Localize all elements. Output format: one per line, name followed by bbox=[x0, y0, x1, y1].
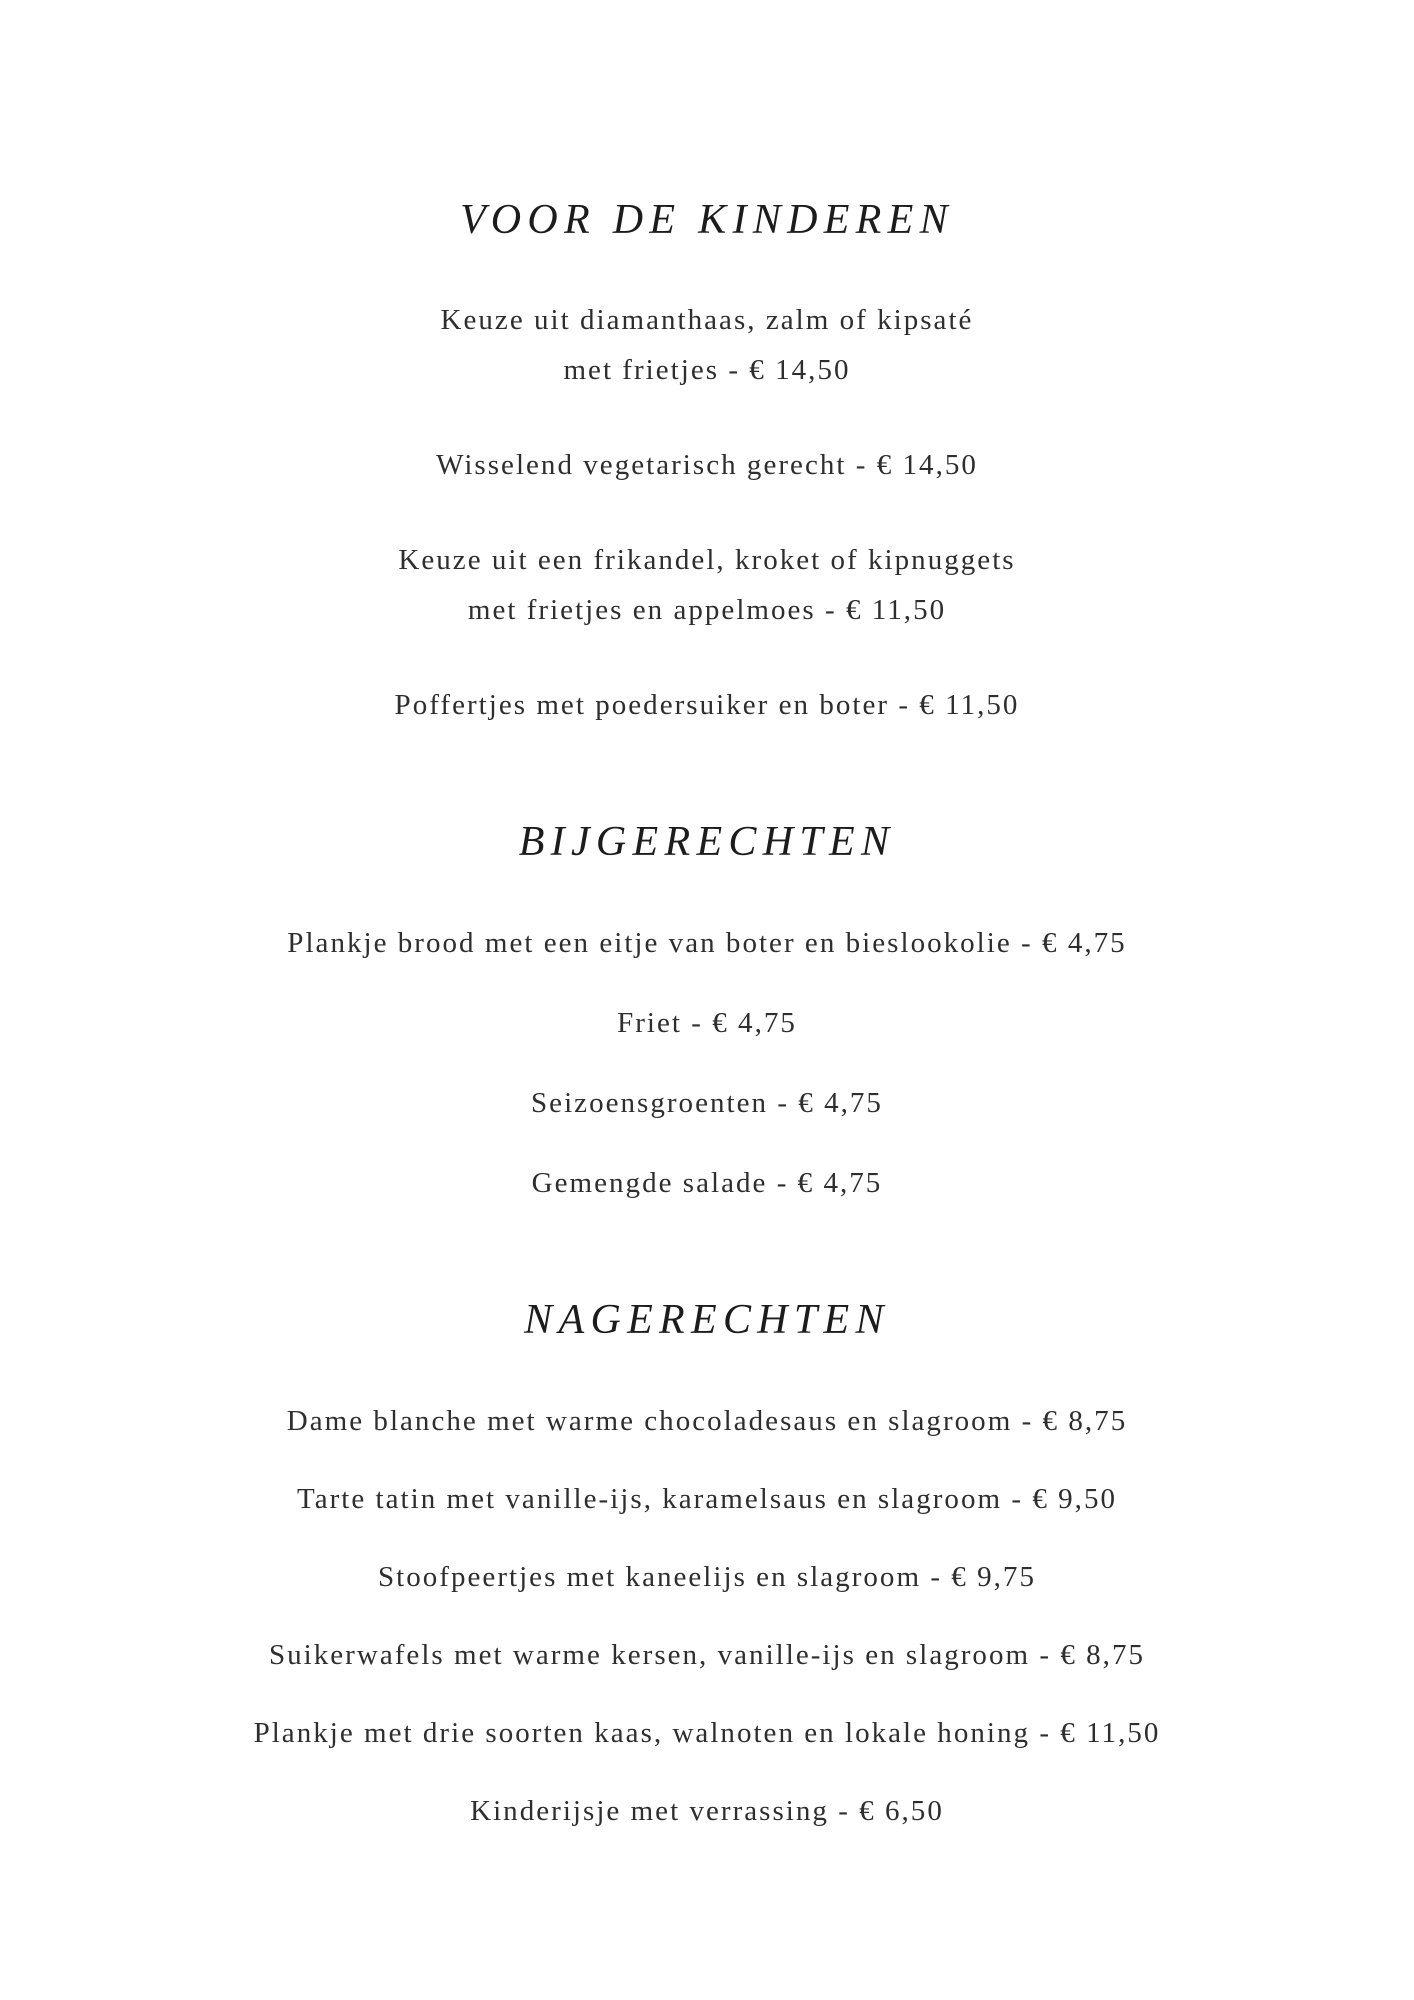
menu-item bbox=[0, 1396, 1414, 1446]
menu-item-line: Suikerwafels met warme kersen, vanille-ijs en slagroom - € 8,75 bbox=[268, 1639, 1146, 1671]
menu-item-line: Poffertjes met poedersuiker en boter - € 11,50 bbox=[394, 689, 1020, 721]
menu-item bbox=[0, 440, 1414, 490]
menu-item-line: Seizoensgroenten - € 4,75 bbox=[531, 1087, 883, 1119]
menu-section-bijgerechten bbox=[0, 814, 1414, 1208]
menu-item bbox=[0, 535, 1414, 635]
menu-item-line: Dame blanche met warme chocoladesaus en slagroom - € 8,75 bbox=[286, 1405, 1128, 1437]
menu-item-line: Plankje met drie soorten kaas, walnoten en lokale honing - € 11,50 bbox=[253, 1717, 1161, 1749]
menu-item-line: Stoofpeertjes met kaneelijs en slagroom - € 9,75 bbox=[378, 1561, 1036, 1593]
menu-section-nagerechten bbox=[0, 1292, 1414, 1836]
menu-item bbox=[0, 1158, 1414, 1208]
menu-item-line: Wisselend vegetarisch gerecht - € 14,50 bbox=[436, 449, 978, 481]
menu-item bbox=[0, 1552, 1414, 1602]
menu-item bbox=[0, 1708, 1414, 1758]
menu-item bbox=[0, 1786, 1414, 1836]
section-title: NAGERECHTEN bbox=[524, 1297, 890, 1343]
menu-item-line: Keuze uit een frikandel, kroket of kipnuggets bbox=[398, 544, 1016, 576]
menu-item bbox=[0, 1474, 1414, 1524]
menu-item-line: Kinderijsje met verrassing - € 6,50 bbox=[470, 1795, 944, 1827]
section-title: VOOR DE KINDEREN bbox=[460, 197, 954, 243]
menu-item bbox=[0, 295, 1414, 395]
menu-item-line: Keuze uit diamanthaas, zalm of kipsaté bbox=[440, 304, 974, 336]
menu-item-price-line: met frietjes - € 14,50 bbox=[563, 354, 851, 386]
menu-item bbox=[0, 1078, 1414, 1128]
menu-item bbox=[0, 680, 1414, 730]
menu-item-line: Friet - € 4,75 bbox=[617, 1007, 797, 1039]
menu-item-line: Plankje brood met een eitje van boter en bieslookolie - € 4,75 bbox=[287, 927, 1127, 959]
menu-item-line: Tarte tatin met vanille-ijs, karamelsaus en slagroom - € 9,50 bbox=[296, 1483, 1117, 1515]
menu-item bbox=[0, 918, 1414, 968]
menu-item bbox=[0, 1630, 1414, 1680]
menu-item bbox=[0, 998, 1414, 1048]
menu-item-line: Gemengde salade - € 4,75 bbox=[531, 1167, 883, 1199]
menu-section-voor-de-kinderen bbox=[0, 192, 1414, 730]
menu-item-price-line: met frietjes en appelmoes - € 11,50 bbox=[467, 594, 947, 626]
section-title: BIJGERECHTEN bbox=[518, 819, 896, 865]
